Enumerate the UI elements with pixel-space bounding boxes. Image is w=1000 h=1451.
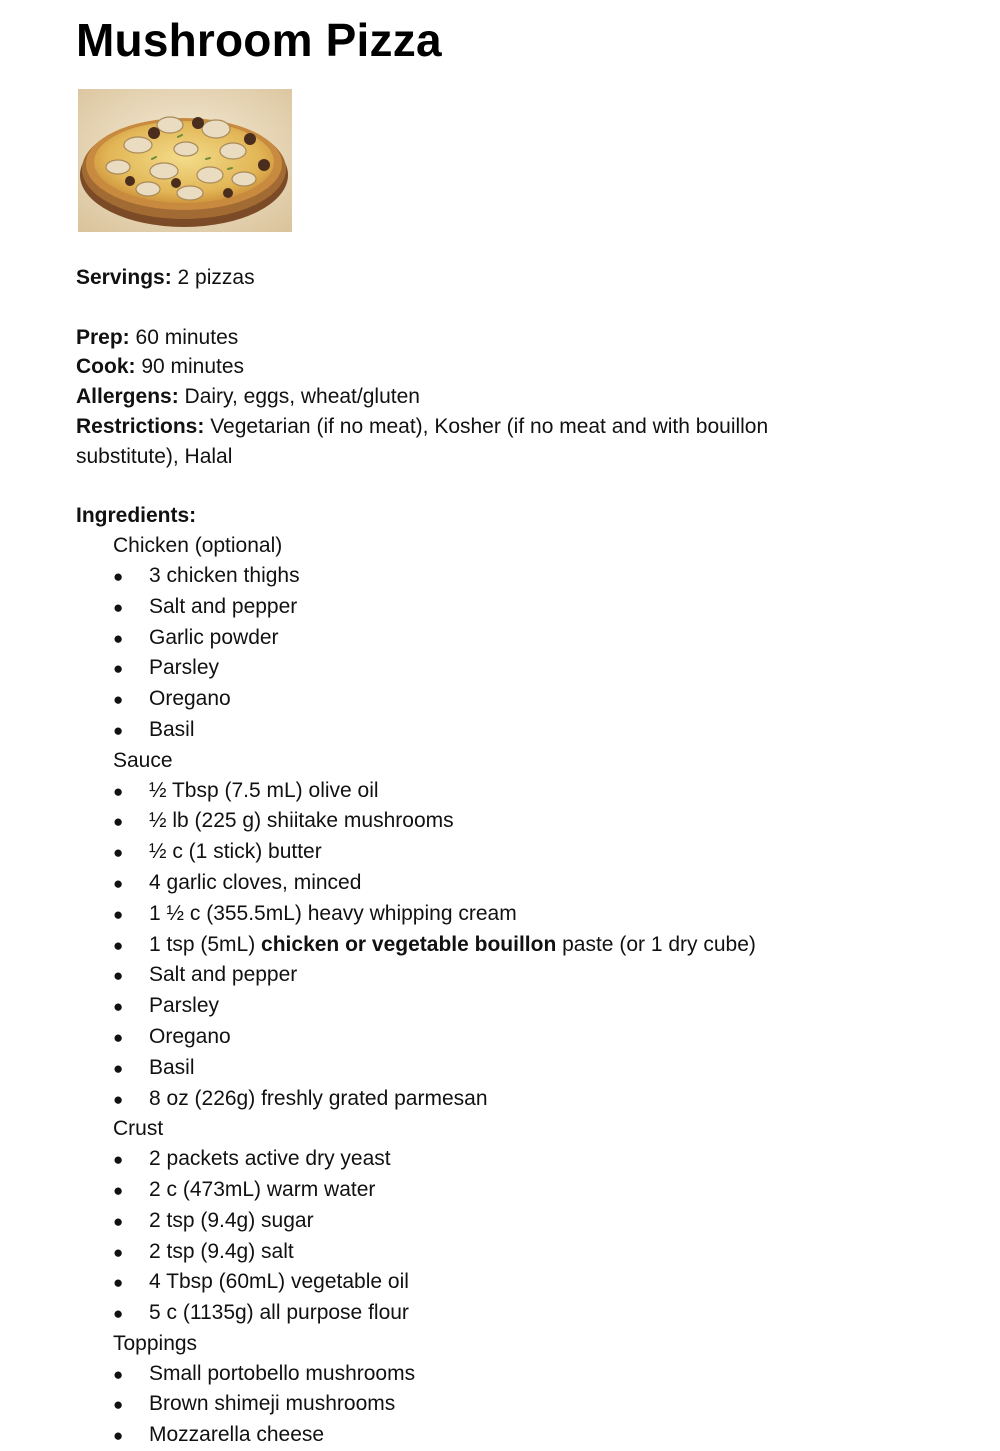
bullet-icon: ●	[113, 873, 124, 893]
allergens-value: Dairy, eggs, wheat/gluten	[178, 385, 420, 409]
bullet-icon: ●	[113, 566, 124, 586]
servings-label: Servings:	[76, 266, 172, 289]
cook-value: 90 minutes	[135, 355, 245, 379]
servings-line	[76, 263, 976, 293]
bullet-icon: ●	[113, 597, 124, 617]
bouillon-suffix: paste (or 1 dry cube)	[556, 932, 756, 956]
ingredient-text: Mozzarella cheese	[149, 1423, 325, 1447]
cook-label: Cook:	[76, 355, 136, 379]
ingredient-item	[76, 1237, 976, 1268]
bullet-icon: ●	[113, 812, 124, 832]
bullet-icon: ●	[113, 935, 124, 955]
ingredient-text: Oregano	[149, 1024, 231, 1048]
ingredient-section-heading: Toppings	[113, 1331, 198, 1355]
ingredient-text: 3 chicken thighs	[149, 563, 300, 587]
servings-value: 2 pizzas	[171, 266, 255, 289]
bullet-icon: ●	[113, 628, 124, 648]
ingredient-text: ½ c (1 stick) butter	[149, 840, 322, 864]
ingredient-text: ½ Tbsp (7.5 mL) olive oil	[149, 778, 379, 802]
ingredient-text: 4 Tbsp (60mL) vegetable oil	[149, 1270, 409, 1294]
bouillon-prefix: 1 tsp (5mL)	[149, 932, 262, 956]
ingredient-text	[149, 930, 756, 960]
bullet-icon: ●	[113, 1150, 124, 1170]
ingredient-section-heading: Chicken (optional)	[113, 534, 283, 558]
ingredient-text: 2 c (473mL) warm water	[149, 1177, 376, 1201]
bullet-icon: ●	[113, 720, 124, 740]
bullet-icon: ●	[113, 1027, 124, 1047]
prep-line	[76, 323, 976, 353]
bouillon-emphasis: chicken or vegetable bouillon	[261, 932, 557, 956]
ingredient-text: Parsley	[149, 656, 220, 680]
ingredient-item	[76, 776, 976, 807]
ingredient-item	[76, 806, 976, 837]
ingredient-text: 1 ½ c (355.5mL) heavy whipping cream	[149, 901, 517, 925]
cook-line	[76, 352, 976, 382]
bullet-icon: ●	[113, 1089, 124, 1109]
ingredient-text: Basil	[149, 717, 195, 741]
prep-value: 60 minutes	[129, 325, 239, 349]
ingredient-item	[76, 1267, 976, 1298]
pizza-photo	[78, 89, 292, 232]
ingredient-section-heading: Crust	[113, 1117, 164, 1141]
ingredient-item	[76, 1053, 976, 1084]
allergens-line	[76, 382, 976, 412]
bullet-icon: ●	[113, 690, 124, 710]
bullet-icon: ●	[113, 1395, 124, 1415]
bullet-icon: ●	[113, 1211, 124, 1231]
ingredient-text: Brown shimeji mushrooms	[149, 1392, 396, 1416]
ingredient-item	[76, 1144, 976, 1175]
ingredient-text: 8 oz (226g) freshly grated parmesan	[149, 1086, 488, 1110]
bullet-icon: ●	[113, 1304, 124, 1324]
ingredient-text: Salt and pepper	[149, 963, 298, 987]
allergens-label: Allergens:	[76, 385, 179, 409]
prep-label: Prep:	[76, 325, 130, 349]
ingredient-text: Small portobello mushrooms	[149, 1361, 416, 1385]
ingredient-item	[76, 1084, 976, 1115]
ingredient-item	[76, 1175, 976, 1206]
ingredient-item	[76, 1420, 976, 1451]
ingredient-text: 2 tsp (9.4g) salt	[149, 1239, 294, 1263]
bullet-icon: ●	[113, 1180, 124, 1200]
bullet-icon: ●	[113, 966, 124, 986]
restrictions-value-continued: substitute), Halal	[76, 444, 233, 468]
ingredient-item	[76, 899, 976, 930]
page-title: Mushroom Pizza	[76, 14, 442, 66]
ingredient-text: 2 tsp (9.4g) sugar	[149, 1208, 314, 1232]
restrictions-line-continued	[76, 442, 976, 472]
ingredient-item	[76, 868, 976, 899]
ingredient-text: Basil	[149, 1055, 195, 1079]
ingredient-item	[76, 1389, 976, 1420]
bullet-icon: ●	[113, 904, 124, 924]
ingredient-item	[76, 1206, 976, 1237]
recipe-body	[76, 263, 976, 1451]
bullet-icon: ●	[113, 1242, 124, 1262]
restrictions-label: Restrictions:	[76, 414, 205, 438]
ingredient-text: 2 packets active dry yeast	[149, 1147, 391, 1171]
ingredient-list	[76, 531, 976, 1451]
ingredient-section-heading: Sauce	[113, 748, 173, 772]
ingredient-item	[76, 561, 976, 592]
ingredient-item	[76, 837, 976, 868]
ingredient-text: 5 c (1135g) all purpose flour	[149, 1301, 409, 1325]
bullet-icon: ●	[113, 659, 124, 679]
ingredient-item	[76, 653, 976, 684]
ingredient-item	[76, 684, 976, 715]
ingredient-item	[76, 1298, 976, 1329]
bullet-icon: ●	[113, 997, 124, 1017]
ingredient-item	[76, 623, 976, 654]
ingredient-item	[76, 1022, 976, 1053]
ingredient-text: Oregano	[149, 687, 231, 711]
ingredient-item	[76, 991, 976, 1022]
restrictions-line	[76, 412, 976, 442]
ingredient-text: Parsley	[149, 994, 220, 1018]
bullet-icon: ●	[113, 1273, 124, 1293]
ingredient-text: ½ lb (225 g) shiitake mushrooms	[149, 809, 454, 833]
ingredient-item	[76, 715, 976, 746]
ingredients-heading	[76, 501, 976, 531]
bullet-icon: ●	[113, 1426, 124, 1446]
ingredient-text: Salt and pepper	[149, 594, 298, 618]
ingredient-text: Garlic powder	[149, 625, 279, 649]
restrictions-value: Vegetarian (if no meat), Kosher (if no meat and with bouillon	[204, 414, 769, 438]
bullet-icon: ●	[113, 1364, 124, 1384]
ingredient-item	[76, 930, 976, 961]
ingredients-label: Ingredients:	[76, 504, 197, 528]
ingredient-item	[76, 1359, 976, 1390]
ingredient-item	[76, 960, 976, 991]
ingredient-item	[76, 592, 976, 623]
bullet-icon: ●	[113, 843, 124, 863]
bullet-icon: ●	[113, 781, 124, 801]
ingredient-text: 4 garlic cloves, minced	[149, 870, 362, 894]
bullet-icon: ●	[113, 1058, 124, 1078]
